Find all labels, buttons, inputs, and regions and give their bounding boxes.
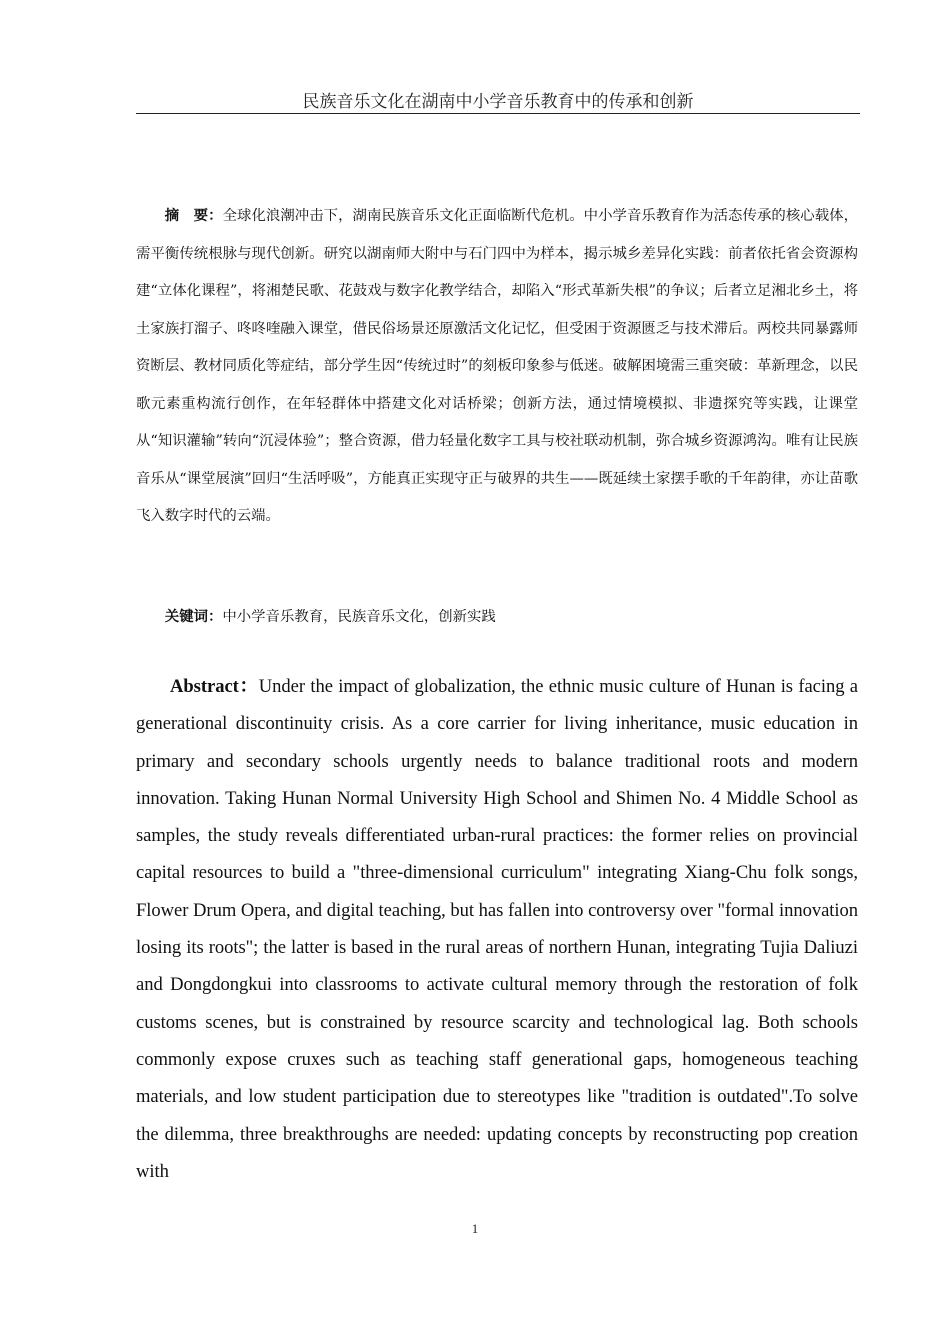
english-abstract-text: Under the impact of globalization, the ethnic music culture of Hunan is facing a generational discontinuity crisis. As a core carrier for living inheritance, music education in primary and secondary schools urgently needs to balance traditional roots and modern innovation. Taking Hunan Normal University High School and Shimen No. 4 Middle School as samples, the study reveals differentiated urban-rural practices: the former relies on provincial capital resources to build a "three-dimensional curriculum" integrating Xiang-Chu folk songs, Flower Drum Opera, and digital teaching, but has fallen into controversy over "formal innovation losing its roots"; the latter is based in the rural areas of northern Hunan, integrating Tujia Daliuzi and Dongdongkui into classrooms to activate cultural memory through the restoration of folk customs scenes, but is constrained by resource scarcity and technological lag. Both schools commonly expose cruxes such as teaching staff generational gaps, homogeneous teaching materials, and low student participation due to stereotypes like "tradition is outdated".To solve the dilemma, three breakthroughs are needed: updating concepts by reconstructing pop creation with <box>136 676 858 1182</box>
english-abstract-label: Abstract： <box>170 676 259 697</box>
english-abstract <box>136 668 858 1190</box>
chinese-abstract-label: 摘 要： <box>164 207 223 224</box>
page-header-title: 民族音乐文化在湖南中小学音乐教育中的传承和创新 <box>136 92 860 114</box>
keywords-text: 中小学音乐教育，民族音乐文化，创新实践 <box>222 609 496 625</box>
chinese-abstract-text: 全球化浪潮冲击下，湖南民族音乐文化正面临断代危机。中小学音乐教育作为活态传承的核心载体，需平衡传统根脉与现代创新。研究以湖南师大附中与石门四中为样本，揭示城乡差异化实践：前者依托省会资源构建“立体化课程”，将湘楚民歌、花鼓戏与数字化教学结合，却陷入“形式革新失根”的争议；后者立足湘北乡土，将土家族打溜子、咚咚喹融入课堂，借民俗场景还原激活文化记忆，但受困于资源匮乏与技术滞后。两校共同暴露师资断层、教材同质化等症结，部分学生因“传统过时”的刻板印象参与低迷。破解困境需三重突破：革新理念，以民歌元素重构流行创作，在年轻群体中搭建文化对话桥梁；创新方法，通过情境模拟、非遗探究等实践，让课堂从“知识灌输”转向“沉浸体验”；整合资源，借力轻量化数字工具与校社联动机制，弥合城乡资源鸿沟。唯有让民族音乐从“课堂展演”回归“生活呼吸”，方能真正实现守正与破界的共生——既延续土家摆手歌的千年韵律，亦让苗歌飞入数字时代的云端。 <box>136 208 858 524</box>
page-number: 1 <box>471 1221 479 1236</box>
keywords <box>136 598 858 636</box>
chinese-abstract <box>136 197 858 536</box>
keywords-label: 关键词： <box>164 608 223 625</box>
